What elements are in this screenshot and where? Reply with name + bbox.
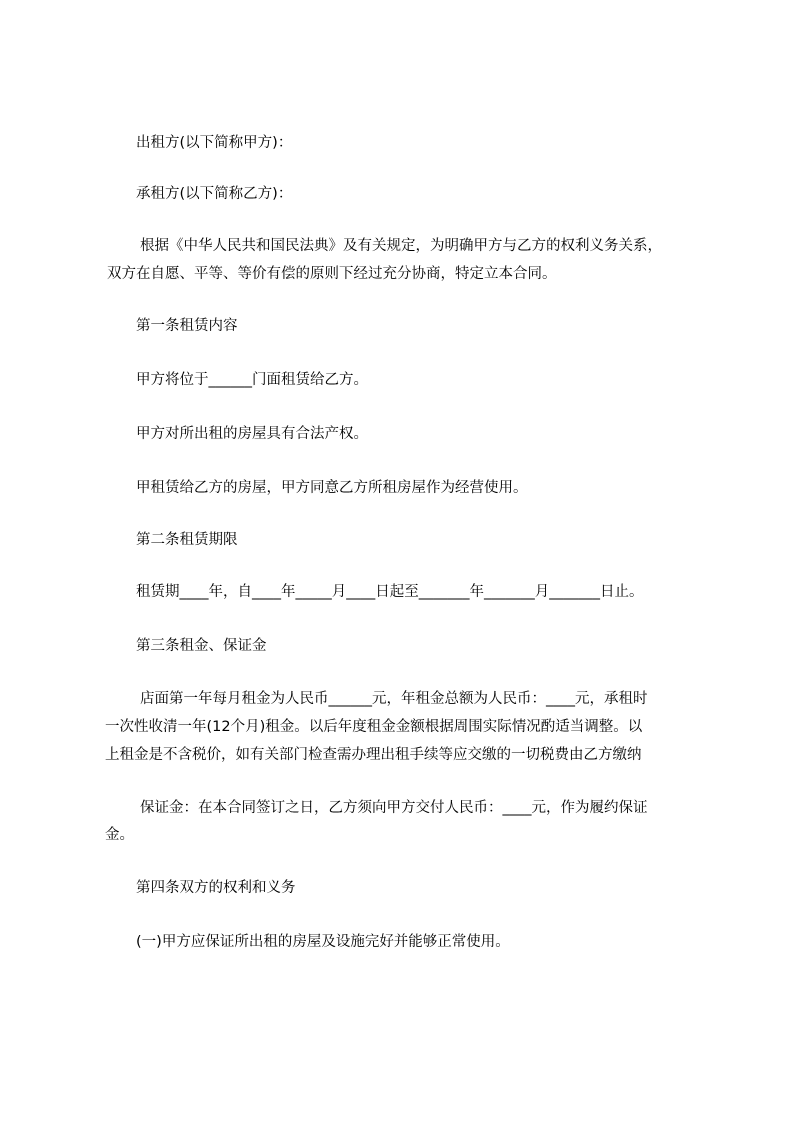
article3-rent-line-3: 上租金是不含税价，如有关部门检查需办理出租手续等应交缴的一切税费由乙方缴纳 xyxy=(105,747,642,763)
article1-clause-2: 甲方对所出租的房屋具有合法产权。 xyxy=(136,426,368,442)
article2-heading: 第二条租赁期限 xyxy=(136,532,238,548)
lessee-line: 承租方(以下简称乙方)： xyxy=(136,186,293,202)
article3-rent-line-2: 一次性收清一年(12个月)租金。以后年度租金金额根据周围实际情况酌适当调整。以 xyxy=(105,719,643,735)
article3-deposit-line-1: 保证金：在本合同签订之日，乙方须向甲方交付人民币：____元，作为履约保证 xyxy=(140,800,648,816)
article1-clause-1: 甲方将位于______门面租赁给乙方。 xyxy=(136,372,368,388)
article2-clause: 租赁期____年，自____年_____月____日起至_______年_______月_______日止。 xyxy=(136,584,644,600)
article3-heading: 第三条租金、保证金 xyxy=(136,638,267,654)
article3-deposit-line-2: 金。 xyxy=(105,827,134,843)
article1-heading: 第一条租赁内容 xyxy=(136,318,238,334)
lessor-line: 出租方(以下简称甲方)： xyxy=(136,135,293,151)
preamble-line-2: 双方在自愿、平等、等价有偿的原则下经过充分协商，特定立本合同。 xyxy=(107,266,557,282)
preamble-line-1: 根据《中华人民共和国民法典》及有关规定，为明确甲方与乙方的权利义务关系， xyxy=(140,238,662,254)
article4-heading: 第四条双方的权利和义务 xyxy=(136,880,296,896)
article3-rent-line-1: 店面第一年每月租金为人民币______元，年租金总额为人民币：____元，承租时 xyxy=(140,691,648,707)
article4-clause-1: (一)甲方应保证所出租的房屋及设施完好并能够正常使用。 xyxy=(136,934,510,950)
article1-clause-3: 甲租赁给乙方的房屋，甲方同意乙方所租房屋作为经营使用。 xyxy=(136,480,528,496)
